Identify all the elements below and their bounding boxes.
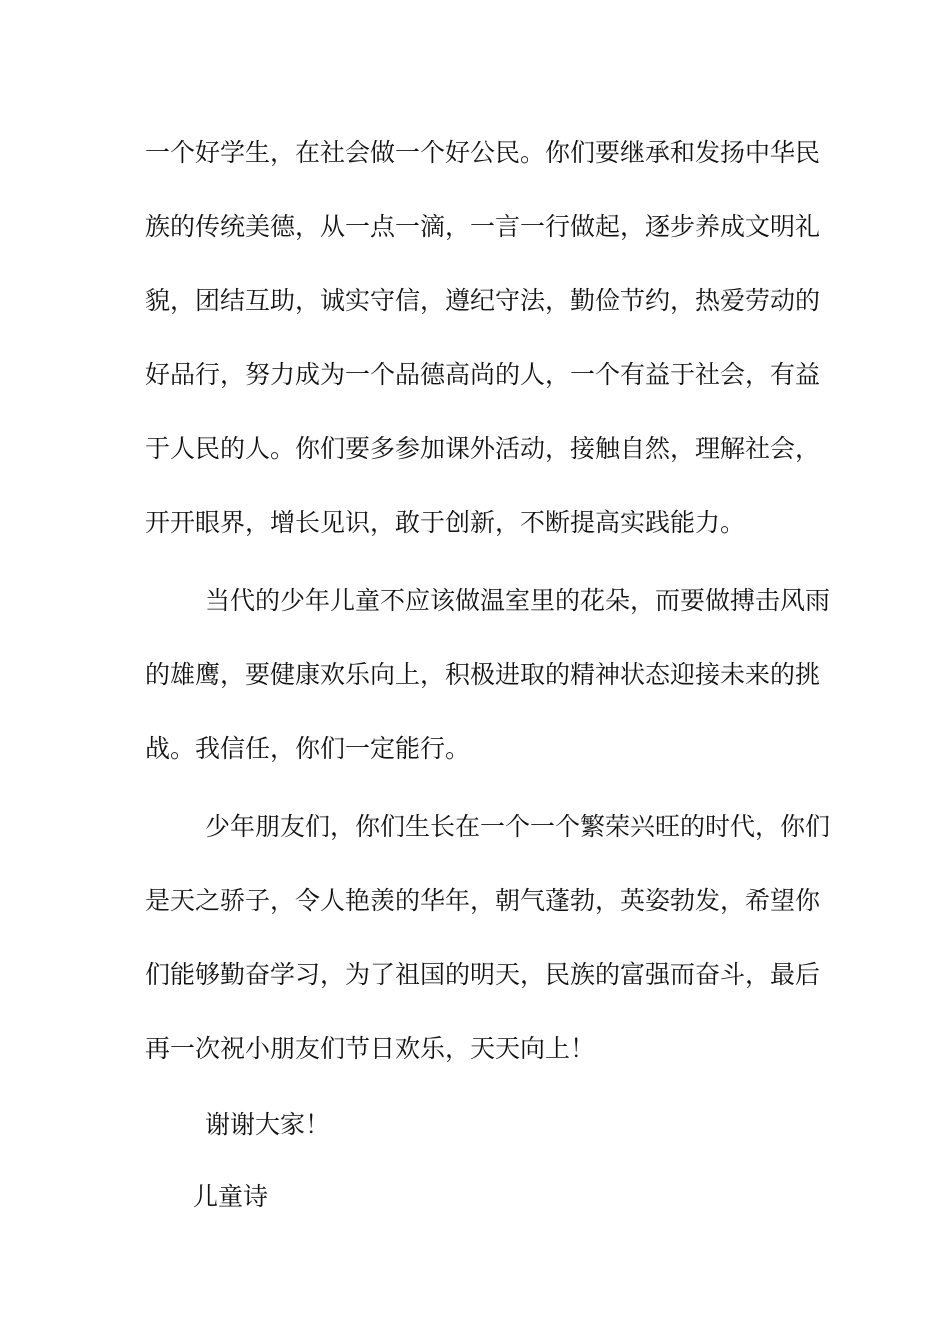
paragraph-3-line-4: 再一次祝小朋友们节日欢乐，天天向上！ bbox=[145, 1034, 596, 1063]
paragraph-1-line-4: 好品行，努力成为一个品德高尚的人，一个有益于社会，有益 bbox=[145, 360, 821, 389]
paragraph-1-line-2: 族的传统美德，从一点一滴，一言一行做起，逐步养成文明礼 bbox=[145, 212, 821, 241]
closing-text: 谢谢大家！ bbox=[205, 1110, 331, 1139]
paragraph-1-line-6: 开开眼界，增长见识，敢于创新，不断提高实践能力。 bbox=[145, 508, 746, 537]
paragraph-1-line-3: 貌，团结互助，诚实守信，遵纪守法，勤俭节约，热爱劳动的 bbox=[145, 286, 821, 315]
paragraph-2-line-1: 当代的少年儿童不应该做温室里的花朵，而要做搏击风雨 bbox=[205, 586, 831, 615]
paragraph-3-line-2: 是天之骄子，令人艳羡的华年，朝气蓬勃，英姿勃发，希望你 bbox=[145, 886, 821, 915]
paragraph-3-line-3: 们能够勤奋学习，为了祖国的明天，民族的富强而奋斗，最后 bbox=[145, 960, 821, 989]
section-heading: 儿童诗 bbox=[193, 1182, 269, 1211]
paragraph-2-line-2: 的雄鹰，要健康欢乐向上，积极进取的精神状态迎接未来的挑 bbox=[145, 660, 821, 689]
paragraph-3-line-1: 少年朋友们，你们生长在一个一个繁荣兴旺的时代，你们 bbox=[205, 812, 831, 841]
paragraph-2-line-3: 战。我信任，你们一定能行。 bbox=[145, 734, 471, 763]
paragraph-1-line-5: 于人民的人。你们要多参加课外活动，接触自然，理解社会， bbox=[145, 434, 821, 463]
paragraph-1-line-1: 一个好学生，在社会做一个好公民。你们要继承和发扬中华民 bbox=[145, 138, 821, 167]
